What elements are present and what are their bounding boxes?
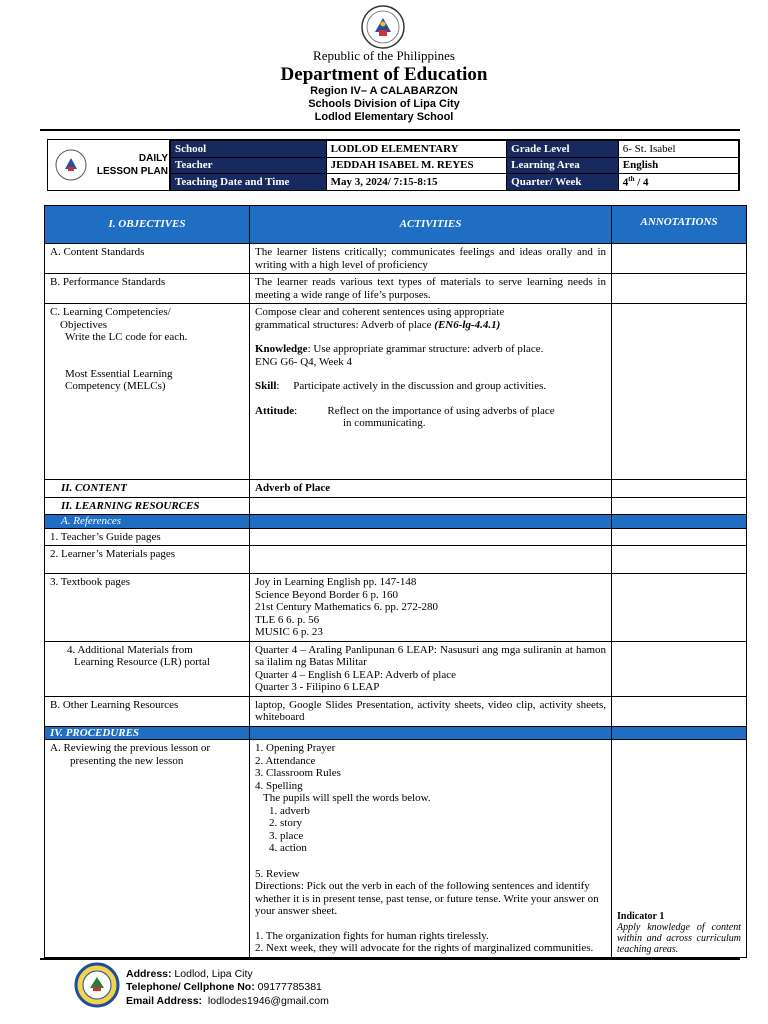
table-row xyxy=(45,528,747,546)
learning-area-label: Learning Area xyxy=(507,157,619,174)
knowledge-text: : Use appropriate grammar structure: adverb of place. xyxy=(307,343,544,355)
deped-small-logo xyxy=(54,148,88,182)
attitude-text-cont: in communicating. xyxy=(343,417,426,429)
learners-materials-label: 2. Learner’s Materials pages xyxy=(45,546,250,574)
annotation-cell xyxy=(612,574,747,642)
list-item: Quarter 3 - Filipino 6 LEAP xyxy=(255,681,380,693)
performance-standards-text: The learner reads various text types of materials to serve learning needs in meeting a wide range of life’s purposes. xyxy=(250,274,612,304)
review-label-line-1: A. Reviewing the previous lesson or xyxy=(50,742,211,754)
review-activities xyxy=(250,740,612,958)
references-label: A. References xyxy=(45,515,250,529)
list-item: 3. Classroom Rules xyxy=(255,767,341,779)
other-resources-text: laptop, Google Slides Presentation, activity sheets, video clip, activity sheets, whiteboard xyxy=(250,696,612,726)
table-row xyxy=(45,641,747,696)
school-value: LODLOD ELEMENTARY xyxy=(326,141,507,158)
teacher-label: Teacher xyxy=(171,157,327,174)
list-item: MUSIC 6 p. 23 xyxy=(255,626,323,638)
lc-label-line-3: Write the LC code for each. xyxy=(65,331,188,343)
competencies-text xyxy=(250,304,612,480)
empty-cell xyxy=(250,546,612,574)
empty-cell xyxy=(250,726,612,740)
table-row xyxy=(45,574,747,642)
list-item: Quarter 4 – Araling Panlipunan 6 LEAP: Nasusuri ang mga suliranin at hamon sa ilalim ng Batas Militar xyxy=(255,643,606,668)
activities-header: ACTIVITIES xyxy=(250,206,612,244)
list-item: 3. place xyxy=(269,829,304,842)
daily-lesson-plan-label xyxy=(90,152,168,178)
melc-label-line-2: Competency (MELCs) xyxy=(65,380,166,392)
review-label-line-2: presenting the new lesson xyxy=(70,754,184,767)
list-item: 21st Century Mathematics 6. pp. 272-280 xyxy=(255,601,439,613)
additional-materials-label xyxy=(45,641,250,696)
quarter-week: / 4 xyxy=(634,176,649,189)
additional-materials-list xyxy=(250,641,612,696)
indicator-annotation xyxy=(612,740,747,958)
lc-label-line-2: Objectives xyxy=(60,318,108,331)
list-item: 4. Spelling xyxy=(255,779,303,792)
annotation-cell xyxy=(612,304,747,480)
lc-text-line-1: Compose clear and coherent sentences using appropriate xyxy=(255,306,505,318)
annotation-cell xyxy=(612,696,747,726)
melc-label-line-1: Most Essential Learning xyxy=(65,367,173,380)
email-label: Email Address: xyxy=(126,995,203,1007)
spell-intro: The pupils will spell the words below. xyxy=(263,792,431,804)
content-standards-text: The learner listens critically; communicates feelings and ideas orally and in writing with a high level of proficiency xyxy=(250,244,612,274)
review-label xyxy=(45,740,250,958)
quarter-suffix: th xyxy=(628,175,635,184)
competencies-label xyxy=(45,304,250,480)
skill-text: : Participate actively in the discussion and group activities. xyxy=(276,380,547,392)
list-item: 2. Next week, they will advocate for the rights of marginalized communities. xyxy=(255,942,594,954)
attitude-text: : Reflect on the importance of using adverbs of place xyxy=(294,404,555,417)
footer-email xyxy=(126,995,329,1007)
address-label: Address: xyxy=(126,968,172,980)
teachers-guide-label: 1. Teacher’s Guide pages xyxy=(45,528,250,546)
content-value: Adverb of Place xyxy=(250,480,612,498)
annotation-cell xyxy=(612,244,747,274)
quarter-label: Quarter/ Week xyxy=(507,174,619,191)
plan-line-2: LESSON PLAN xyxy=(96,166,168,177)
header-divider xyxy=(40,129,740,131)
table-row xyxy=(45,480,747,498)
list-item: 1. adverb xyxy=(269,804,310,817)
review-title: 5. Review xyxy=(255,867,300,880)
learning-area-value: English xyxy=(618,157,738,174)
teacher-value: JEDDAH ISABEL M. REYES xyxy=(326,157,507,174)
date-label: Teaching Date and Time xyxy=(171,174,327,191)
school-seal-logo xyxy=(74,962,120,1008)
list-item: 4. action xyxy=(269,842,307,854)
table-row xyxy=(45,274,747,304)
lc-code: (EN6-lg-4.4.1) xyxy=(434,318,501,331)
table-row xyxy=(45,244,747,274)
additional-label-line-1: 4. Additional Materials from xyxy=(67,643,193,656)
knowledge-label: Knowledge xyxy=(255,343,308,355)
phone-value: 09177785381 xyxy=(254,981,322,993)
list-item: Joy in Learning English pp. 147-148 xyxy=(255,576,417,588)
additional-label-line-2: Learning Resource (LR) portal xyxy=(74,656,210,668)
annotation-cell xyxy=(612,497,747,515)
knowledge-reference: ENG G6- Q4, Week 4 xyxy=(255,355,352,368)
performance-standards-label: B. Performance Standards xyxy=(45,274,250,304)
list-item: 2. Attendance xyxy=(255,754,316,767)
phone-label: Telephone/ Cellphone No: xyxy=(126,981,255,993)
quarter-value xyxy=(618,174,738,191)
procedures-row xyxy=(45,726,747,740)
school-line: Lodlod Elementary School xyxy=(314,111,454,123)
skill-label: Skill xyxy=(255,380,277,392)
textbook-list xyxy=(250,574,612,642)
quarter-number: 4 xyxy=(622,176,629,189)
plan-line-1: DAILY xyxy=(138,153,168,164)
empty-cell xyxy=(250,528,612,546)
annotation-cell xyxy=(612,641,747,696)
address-value: Lodlod, Lipa City xyxy=(171,968,253,980)
grade-value: 6- St. Isabel xyxy=(618,141,738,158)
textbook-label: 3. Textbook pages xyxy=(45,574,250,642)
deped-seal-logo xyxy=(357,4,409,50)
objectives-header: I. OBJECTIVES xyxy=(45,206,250,244)
list-item: 2. story xyxy=(269,817,302,829)
list-item: 1. Opening Prayer xyxy=(255,742,336,754)
table-row xyxy=(45,546,747,574)
list-item: Science Beyond Border 6 p. 160 xyxy=(255,588,398,601)
annotation-cell xyxy=(612,528,747,546)
list-item: TLE 6 6. p. 56 xyxy=(255,613,320,626)
footer-divider xyxy=(40,958,740,960)
annotation-cell xyxy=(612,546,747,574)
division-line: Schools Division of Lipa City xyxy=(308,98,460,110)
date-value: May 3, 2024/ 7:15-8:15 xyxy=(326,174,507,191)
region-line: Region IV– A CALABARZON xyxy=(310,85,458,97)
info-grid xyxy=(170,140,739,191)
table-header-row xyxy=(45,206,747,244)
table-row xyxy=(45,740,747,958)
republic-line: Republic of the Philippines xyxy=(313,48,455,63)
references-row xyxy=(45,515,747,529)
attitude-label: Attitude xyxy=(255,404,295,417)
empty-cell xyxy=(250,515,612,529)
lesson-info-table xyxy=(47,139,740,191)
content-standards-label: A. Content Standards xyxy=(45,244,250,274)
table-row xyxy=(45,497,747,515)
empty-cell xyxy=(250,497,612,515)
grade-label: Grade Level xyxy=(507,141,619,158)
indicator-title: Indicator 1 xyxy=(617,910,665,922)
review-directions: Directions: Pick out the verb in each of the following sentences and identify whether it is in present tense, past tense, or future tense. Write your answer on your answer sheet. xyxy=(255,880,599,917)
indicator-text: Apply knowledge of content within and across curriculum teaching areas. xyxy=(617,921,741,955)
plan-title-cell xyxy=(48,140,170,190)
school-label: School xyxy=(171,141,327,158)
annotation-cell xyxy=(612,726,747,740)
other-resources-label: B. Other Learning Resources xyxy=(45,696,250,726)
learning-resources-label: II. LEARNING RESOURCES xyxy=(45,497,250,515)
email-value: lodlodes1946@gmail.com xyxy=(202,995,329,1007)
lc-text-line-2: grammatical structures: Adverb of place xyxy=(255,318,435,331)
content-label: II. CONTENT xyxy=(45,480,250,498)
procedures-label: IV. PROCEDURES xyxy=(45,726,250,740)
annotation-cell xyxy=(612,274,747,304)
list-item: Quarter 4 – English 6 LEAP: Adverb of place xyxy=(255,668,457,681)
annotation-cell xyxy=(612,515,747,529)
table-row xyxy=(45,696,747,726)
lc-label-line-1: C. Learning Competencies/ xyxy=(50,306,171,318)
footer-address xyxy=(126,968,253,980)
table-row xyxy=(45,304,747,480)
department-title: Department of Education xyxy=(280,64,488,85)
annotation-cell xyxy=(612,480,747,498)
list-item: 1. The organization fights for human rights tirelessly. xyxy=(255,929,489,942)
annotations-header: ANNOTATIONS xyxy=(612,206,747,244)
footer-phone xyxy=(126,981,322,993)
lesson-plan-table xyxy=(44,205,747,958)
